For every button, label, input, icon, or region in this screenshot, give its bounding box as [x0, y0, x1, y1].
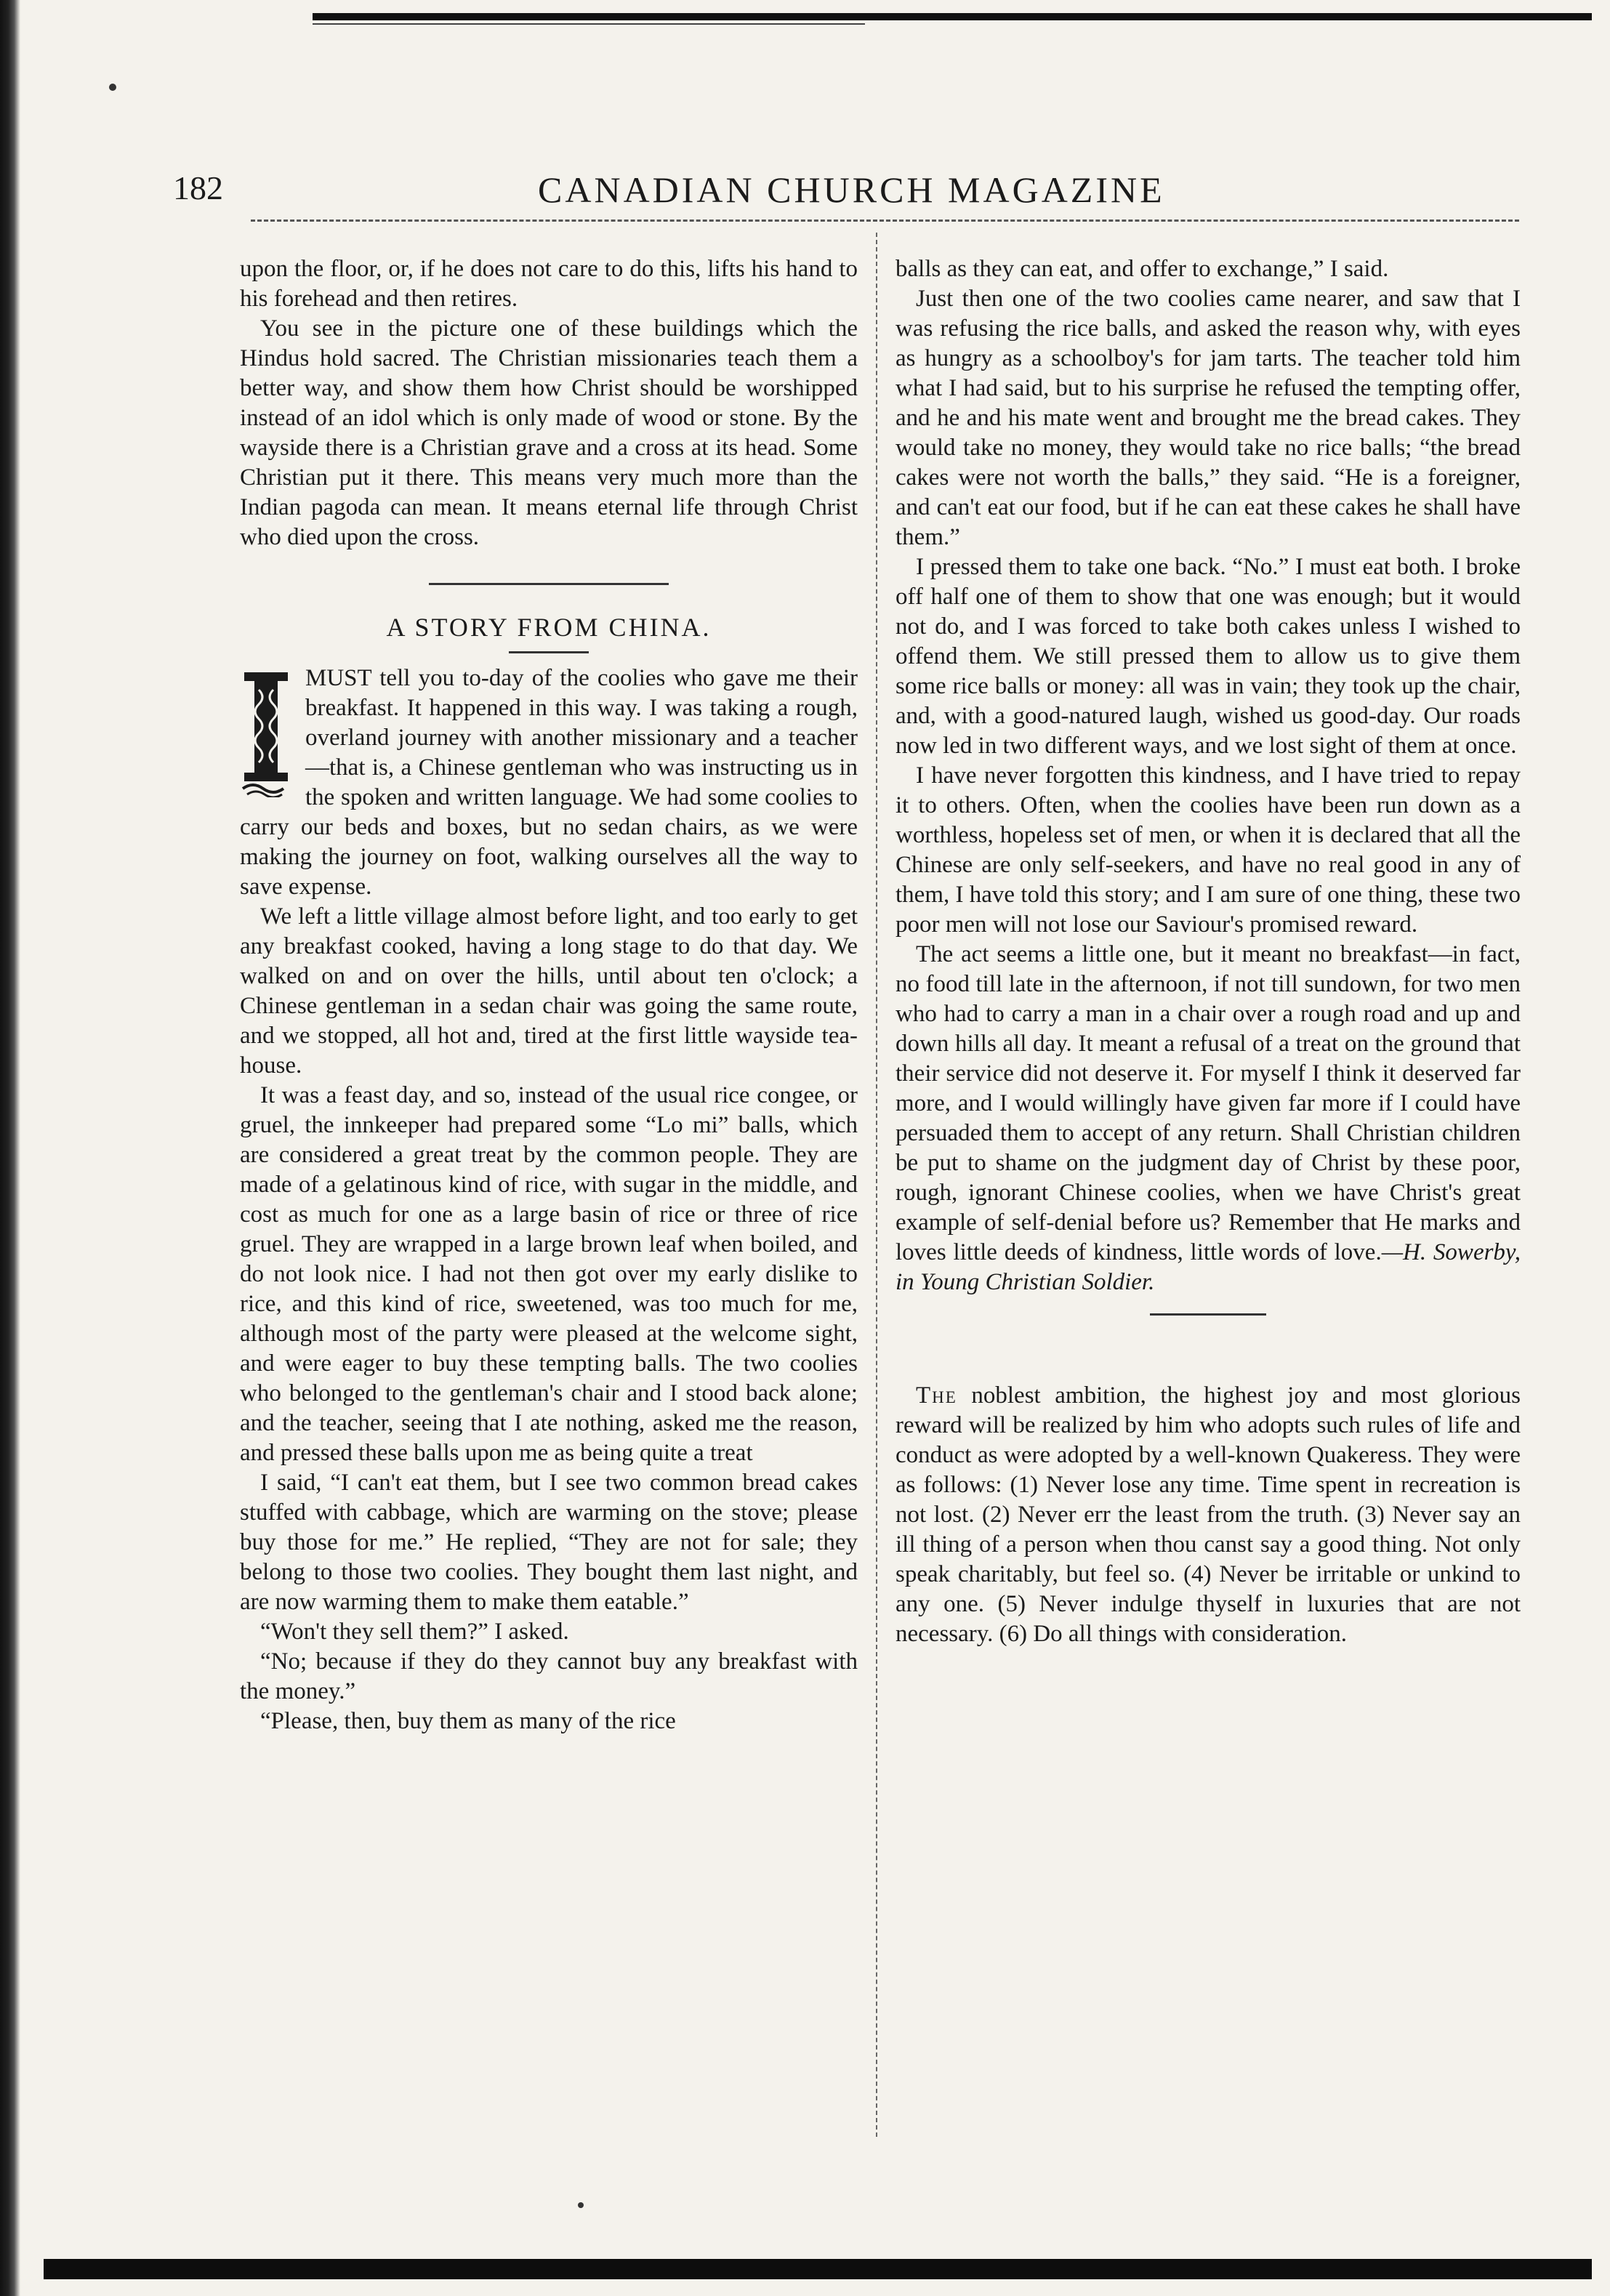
- paragraph: I pressed them to take one back. “No.” I must eat both. I broke off half one of them to show that one was enough; but it would not do, and I was forced to take both cakes unless I wished to offend them. We still pressed them to allow us to give them some rice balls or money: all was in vain; they took up the chair, and, with a good-natured laugh, wished us good-day. Our roads now led in two different ways, and we lost sight of them at once.: [895, 554, 1521, 759]
- paragraph: We left a little village almost before light, and too early to get any breakfast cooked, having a long stage to do that day. We walked on and on over the hills, until about ten o'clock; a Chinese gentleman in a sedan chair was going the same route, and we stopped, all hot and, tired at the first little wayside tea-house.: [240, 903, 858, 1079]
- closing-paragraph-text: The act seems a little one, but it meant no breakfast—in fact, no food till late in the afternoon, if not till sundown, for two men who had to carry a man in a chair over a rough road and up and down hills all day. It meant a refusal of a treat on the ground that their service did not deserve it. For myself I think it deserved far more, and I would willingly have given far more if I could have persuaded them to accept of any return. Shall Christian children be put to shame on the judgment day of Christ by these poor, rough, ignorant Chinese coolies, when we have Christ's great example of self-denial before us? Remember that He marks and loves little deeds of kindness, little words of love.: [895, 941, 1521, 1265]
- right-column: [895, 254, 1521, 1649]
- column-divider: [876, 233, 877, 2137]
- paragraph: “No; because if they do they cannot buy any breakfast with the money.”: [240, 1648, 858, 1704]
- quakeress-paragraph: [895, 1381, 1521, 1649]
- page-number: 182: [173, 169, 223, 206]
- quakeress-lead-word: The: [916, 1382, 957, 1409]
- paragraph: [895, 940, 1521, 1297]
- margin-dot-bottom: [578, 2202, 584, 2208]
- paragraph: Just then one of the two coolies came nearer, and saw that I was refusing the rice balls, and asked the reason why, with eyes as hungry as a schoolboy's for jam tarts. The teacher told him what I had said, but to his surprise he refused the tempting offer, and he and his mate went and brought me the bread cakes. They would take no money, they would take no rice balls; “the bread cakes were not worth the balls,” they said. “He is a foreigner, and can't eat our food, but if he can eat these cakes he shall have them.”: [895, 286, 1521, 550]
- header-rule: [251, 219, 1519, 222]
- section-break-rule: [1150, 1313, 1266, 1316]
- section-break-rule: [429, 583, 669, 585]
- binding-edge: [0, 0, 20, 2296]
- paragraph: I have never forgotten this kindness, and I have tried to repay it to others. Often, when the coolies have been run down as a worthless, hopeless set of men, or when it is declared that all the Chinese are only self-seekers, and have no real good in any of them, I have told this story; and I am sure of one thing, these two poor men will not lose our Saviour's promised reward.: [895, 762, 1521, 938]
- top-border-rule: [313, 13, 1592, 20]
- ornamental-dropcap: [240, 668, 292, 797]
- story-title: A STORY FROM CHINA.: [386, 613, 712, 642]
- story-opening-paragraph: [240, 664, 858, 902]
- paragraph: upon the floor, or, if he does not care to do this, lifts his hand to his forehead and then retires.: [240, 256, 858, 312]
- magazine-title: CANADIAN CHURCH MAGAZINE: [538, 169, 1165, 210]
- story-opening-text: MUST tell you to-day of the coolies who gave me their breakfast. It happened in this way. I was taking a rough, overland journey with another missionary and a teacher—that is, a Chinese gentleman who was instructing us in the spoken and written language. We had some coolies to carry our beds and boxes, but no sedan chairs, as we were making the journey on foot, walking ourselves all the way to save expense.: [240, 665, 858, 900]
- paragraph: You see in the picture one of these buildings which the Hindus hold sacred. The Christian missionaries teach them a better way, and show them how Christ should be worshipped instead of an idol which is only made of wood or stone. By the wayside there is a Christian grave and a cross at its head. Some Christian put it there. This means very much more than the Indian pagoda can mean. It means eternal life through Christ who died upon the cross.: [240, 315, 858, 550]
- attribution: —H. Sowerby, in Young Christian Soldier.: [895, 1239, 1521, 1295]
- paragraph: “Won't they sell them?” I asked.: [260, 1619, 569, 1645]
- title-rule: [509, 651, 589, 653]
- paragraph: “Please, then, buy them as many of the rice: [260, 1708, 676, 1734]
- quakeress-text: noblest ambition, the highest joy and most glorious reward will be realized by him who adopts such rules of life and conduct as were adopted by a well-known Quakeress. They were as follows: (1) Never lose any time. Time spent in recreation is not lost. (2) Never err the least from the truth. (3) Never say an ill thing of a person when thou canst say a good thing. Not only speak charitably, but feel so. (4) Never be irritable or unkind to any one. (5) Never indulge thyself in luxuries that are not necessary. (6) Do all things with consideration.: [895, 1382, 1521, 1647]
- paragraph: It was a feast day, and so, instead of the usual rice congee, or gruel, the innkeeper had prepared some “Lo mi” balls, which are considered a great treat by the common people. They are made of a gelatinous kind of rice, with sugar in the middle, and cost as much for one as a large basin of rice or three of rice gruel. They are wrapped in a large brown leaf when boiled, and do not look nice. I had not then got over my early dislike to rice, and this kind of rice, sweetened, was too much for me, although most of the party were pleased at the welcome sight, and were eager to buy these tempting balls. The two coolies who belonged to the gentleman's chair and I stood back alone; and the teacher, seeing that I ate nothing, asked me the reason, and pressed these balls upon me as being quite a treat: [240, 1082, 858, 1466]
- top-border-thin-rule: [313, 23, 865, 25]
- paragraph: I said, “I can't eat them, but I see two common bread cakes stuffed with cabbage, which are warming on the stove; please buy those for me.” He replied, “They are not for sale; they belong to those two coolies. They bought them last night, and are now warming them to make them eatable.”: [240, 1470, 858, 1615]
- paragraph: balls as they can eat, and offer to exchange,” I said.: [895, 256, 1389, 282]
- bottom-border-band: [44, 2259, 1592, 2279]
- left-column: [240, 254, 858, 1736]
- dropcap-letter: [240, 668, 292, 797]
- margin-dot-top: [109, 84, 116, 91]
